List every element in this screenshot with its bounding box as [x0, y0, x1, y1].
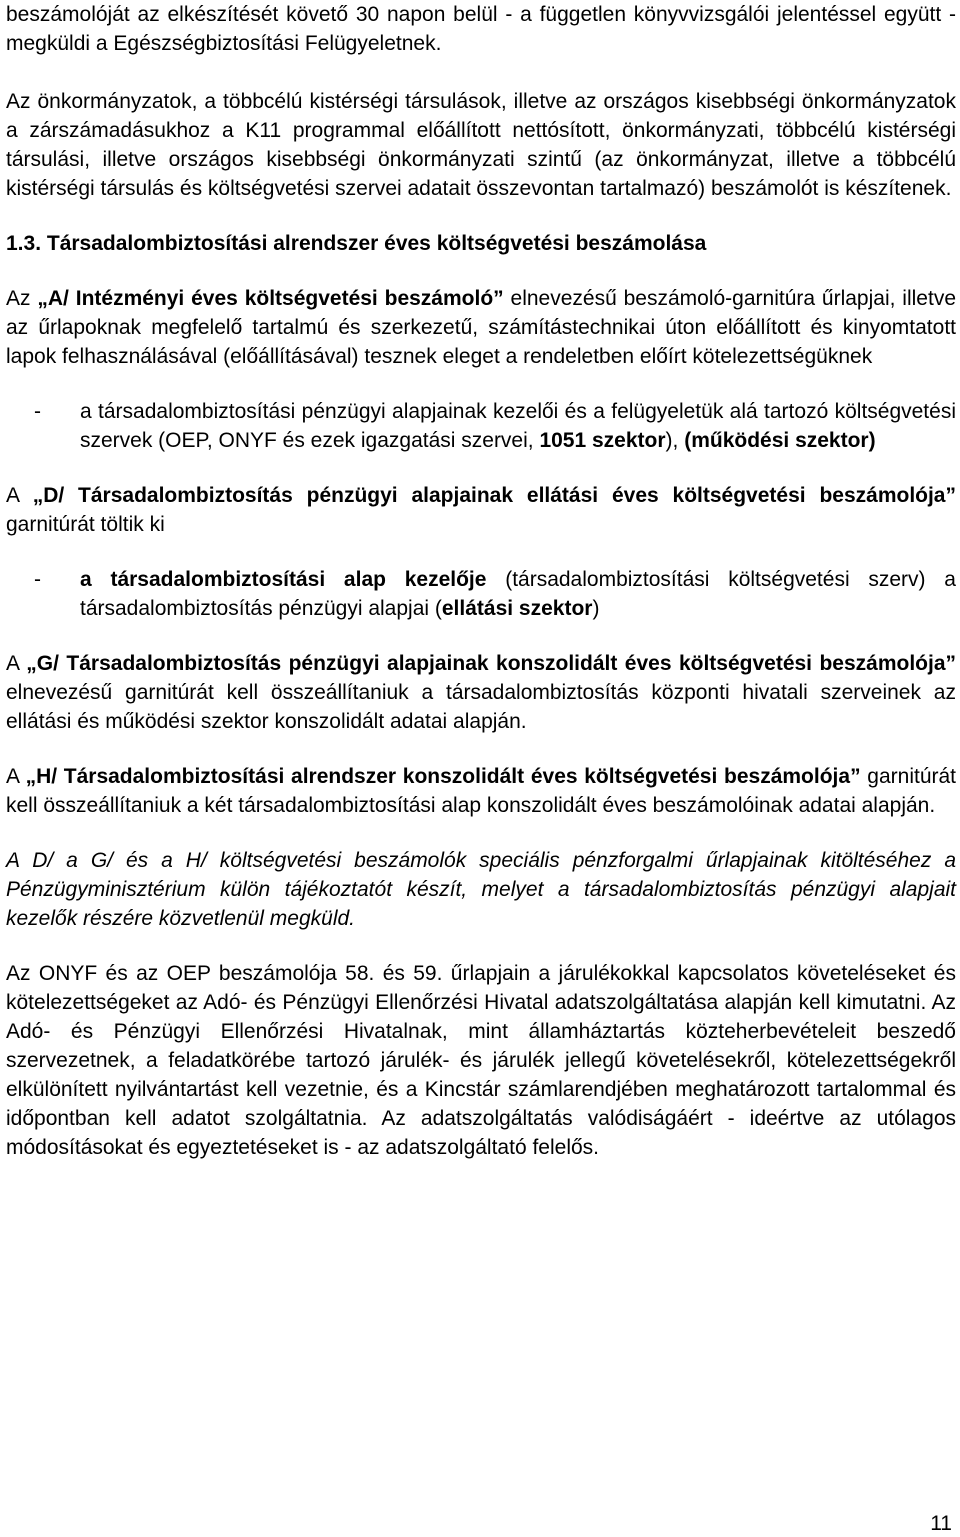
- text-run: a társadalombiztosítási pénzügyi alapjainak kezelői és a felügyeletük alá tartozó költségvetési szervek (OEP, ONYF és ezek igazgatási szervei,: [80, 400, 956, 452]
- document-page: [6, 0, 956, 1162]
- text-run: elnevezésű garnitúrát kell összeállítaniuk a társadalombiztosítás központi hivatali szerveinek az ellátási és működési szektor konszolidált adatai alapján.: [6, 681, 956, 733]
- spacer: [6, 623, 956, 649]
- section-heading-1-3: 1.3. Társadalombiztosítási alrendszer éves költségvetési beszámolása: [6, 232, 707, 255]
- text-run: Az: [6, 287, 38, 310]
- list-item-text: [80, 565, 956, 623]
- text-run: ),: [665, 429, 685, 452]
- spacer: [6, 539, 956, 565]
- list-bullet-dash: -: [34, 400, 41, 423]
- bold-title-d: „D/ Társadalombiztosítás pénzügyi alapjainak ellátási éves költségvetési beszámolója”: [32, 484, 956, 507]
- spacer: [6, 258, 956, 284]
- text-run: A: [6, 765, 26, 788]
- text-run: (társadalombiztosítási költségvetési szerv) a társadalombiztosítás pénzügyi alapjai (: [80, 568, 956, 620]
- spacer: [6, 455, 956, 481]
- spacer: [6, 371, 956, 397]
- paragraph-g-beszamolo: [6, 649, 956, 736]
- text-run: garnitúrát töltik ki: [6, 513, 165, 536]
- bold-title-g: „G/ Társadalombiztosítás pénzügyi alapjainak konszolidált éves költségvetési beszámolója”: [26, 652, 956, 675]
- page-number: 11: [930, 1512, 952, 1535]
- paragraph-a-beszamolo: [6, 284, 956, 371]
- list-item-d: [6, 565, 956, 623]
- bold-alap-kezeloje: a társadalombiztosítási alap kezelője: [80, 568, 487, 591]
- list-bullet-dash: -: [34, 568, 41, 591]
- spacer: [6, 58, 956, 87]
- paragraph-h-beszamolo: [6, 762, 956, 820]
- paragraph-onyf-oep: Az ONYF és az OEP beszámolója 58. és 59. űrlapjain a járulékokkal kapcsolatos követeléseket és kötelezettségeket az Adó- és Pénzügyi Ellenőrzési Hivatal adatszolgáltatása alapján kell kimutatni. Az Adó- és Pénzügyi Ellenőrzési Hivatalnak, mint államháztartás közteherbevételeit beszedő szervezetnek, a feladatkörébe tartozó járulék- és járulék jellegű követelésekről, kötelezettségekről elkülönített nyilvántartást kell vezetnie, és a Kincstár számlarendjében meghatározott tartalommal és időpontban kell adatot szolgáltatnia. Az adatszolgáltatás valódiságáért - ideértve az utólagos módosításokat és egyeztetéseket is - az adatszolgáltató felelős.: [6, 962, 956, 1159]
- spacer: [6, 933, 956, 959]
- spacer: [6, 820, 956, 846]
- spacer: [6, 736, 956, 762]
- bold-sector-name: (működési szektor): [684, 429, 876, 452]
- paragraph-intro: beszámolóját az elkészítését követő 30 napon belül - a független könyvvizsgálói jelentéssel együtt - megküldi a Egészségbiztosítási Felügyeletnek.: [6, 3, 956, 55]
- text-run: A: [6, 484, 33, 507]
- paragraph-italic-note: A D/ a G/ és a H/ költségvetési beszámolók speciális pénzforgalmi űrlapjainak kitöltéséhez a Pénzügyminisztérium külön tájékoztatót készít, melyet a társadalombiztosítás pénzügyi alapjait kezelők részére közvetlenül megküld.: [6, 849, 956, 930]
- bold-ellatasi-szektor: ellátási szektor: [441, 597, 593, 620]
- text-run: garnitúrát kell összeállítaniuk a két társadalombiztosítási alap konszolidált éves beszámolóinak adatai alapján.: [6, 765, 956, 817]
- bold-title-h: „H/ Társadalombiztosítási alrendszer konszolidált éves költségvetési beszámolója”: [25, 765, 861, 788]
- text-run: A: [6, 652, 27, 675]
- text-run: ): [592, 597, 600, 620]
- spacer: [6, 203, 956, 229]
- bold-title-a: „A/ Intézményi éves költségvetési beszámoló”: [37, 287, 504, 310]
- list-item-a: [6, 397, 956, 455]
- paragraph-onkormanyzatok: Az önkormányzatok, a többcélú kistérségi társulások, illetve az országos kisebbségi önkormányzatok a zárszámadásukhoz a K11 programmal előállított nettósított, önkormányzati, többcélú kistérségi társulási, illetve országos kisebbségi önkormányzati szintű (az önkormányzat, illetve a többcélú kistérségi társulás és költségvetési szervei adatait összevontan tartalmazó) beszámolót is készítenek.: [6, 90, 956, 200]
- bold-sector-code: 1051 szektor: [539, 429, 666, 452]
- list-item-text: [80, 397, 956, 455]
- paragraph-d-beszamolo: [6, 481, 956, 539]
- text-run: elnevezésű beszámoló-garnitúra űrlapjai, illetve az űrlapoknak megfelelő tartalmú és szerkezetű, számítástechnikai úton előállított és kinyomtatott lapok felhasználásával (előállításával) tesznek eleget a rendeletben előírt kötelezettségüknek: [6, 287, 956, 368]
